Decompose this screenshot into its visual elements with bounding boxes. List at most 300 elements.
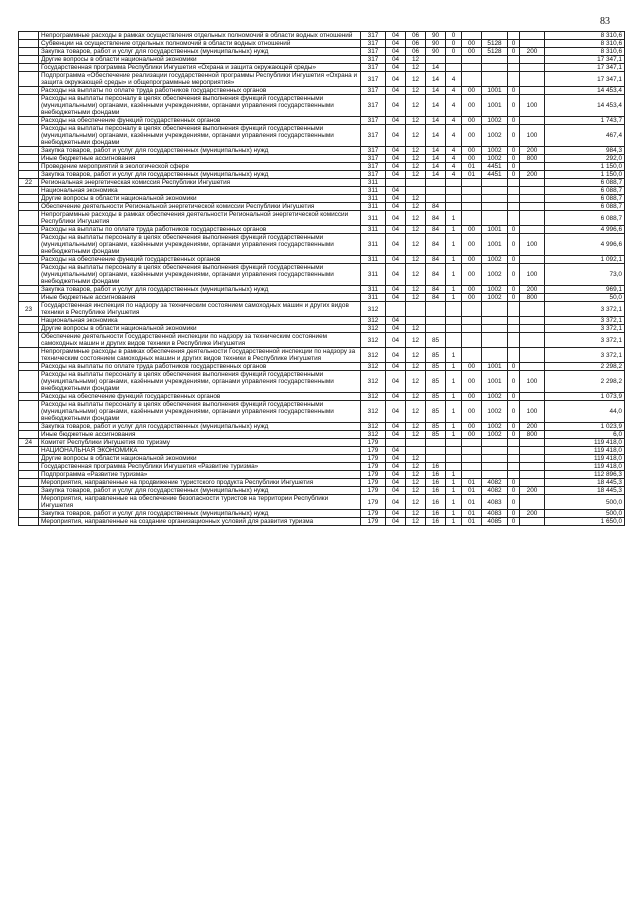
amount-cell: 119 418,0: [545, 463, 625, 471]
subsection-code-cell: 12: [406, 479, 426, 487]
direction-code-cell: [482, 463, 508, 471]
program-code-cell: 16: [426, 463, 446, 471]
amount-cell: 6 088,7: [545, 195, 625, 203]
detail-code-cell: [508, 56, 520, 64]
expense-type-cell: [520, 117, 545, 125]
expense-type-cell: [520, 226, 545, 234]
subsection-code-cell: 12: [406, 163, 426, 171]
event-code-cell: [462, 203, 482, 211]
program-code-cell: 84: [426, 286, 446, 294]
detail-code-cell: 0: [508, 423, 520, 431]
direction-code-cell: 1002: [482, 286, 508, 294]
subprogram-code-cell: [446, 317, 462, 325]
row-number-cell: [19, 479, 39, 487]
ministry-code-cell: 312: [361, 423, 386, 431]
expense-type-cell: [520, 518, 545, 526]
program-code-cell: 14: [426, 72, 446, 87]
row-name-cell: Закупка товаров, работ и услуг для государственных (муниципальных) нужд: [39, 48, 361, 56]
table-row: [19, 495, 625, 510]
direction-code-cell: 1001: [482, 371, 508, 393]
direction-code-cell: 1001: [482, 226, 508, 234]
program-code-cell: 85: [426, 423, 446, 431]
ministry-code-cell: 311: [361, 234, 386, 256]
amount-cell: 119 418,0: [545, 455, 625, 463]
row-number-cell: 24: [19, 439, 39, 447]
expense-type-cell: [520, 463, 545, 471]
subsection-code-cell: 12: [406, 401, 426, 423]
direction-code-cell: 1002: [482, 393, 508, 401]
direction-code-cell: 1002: [482, 264, 508, 286]
event-code-cell: [462, 72, 482, 87]
section-code-cell: 04: [386, 234, 406, 256]
subprogram-code-cell: 1: [446, 256, 462, 264]
amount-cell: 17 347,1: [545, 72, 625, 87]
expense-type-cell: [520, 333, 545, 348]
section-code-cell: 04: [386, 264, 406, 286]
event-code-cell: [462, 325, 482, 333]
subsection-code-cell: 12: [406, 510, 426, 518]
page-number: 83: [600, 16, 610, 27]
ministry-code-cell: 179: [361, 471, 386, 479]
subsection-code-cell: [406, 302, 426, 317]
expense-type-cell: 200: [520, 171, 545, 179]
detail-code-cell: [508, 72, 520, 87]
section-code-cell: 04: [386, 463, 406, 471]
section-code-cell: 04: [386, 40, 406, 48]
row-name-cell: Другие вопросы в области национальной экономики: [39, 455, 361, 463]
subprogram-code-cell: 1: [446, 487, 462, 495]
program-code-cell: [426, 195, 446, 203]
table-row: [19, 56, 625, 64]
expense-type-cell: [520, 447, 545, 455]
event-code-cell: 01: [462, 518, 482, 526]
section-code-cell: 04: [386, 195, 406, 203]
expense-type-cell: [520, 187, 545, 195]
direction-code-cell: 1002: [482, 294, 508, 302]
table-row: [19, 95, 625, 117]
section-code-cell: 04: [386, 447, 406, 455]
ministry-code-cell: 179: [361, 495, 386, 510]
detail-code-cell: 0: [508, 286, 520, 294]
program-code-cell: 84: [426, 211, 446, 226]
direction-code-cell: [482, 348, 508, 363]
expense-type-cell: [520, 393, 545, 401]
subprogram-code-cell: 1: [446, 294, 462, 302]
row-number-cell: [19, 286, 39, 294]
table-row: [19, 393, 625, 401]
program-code-cell: 14: [426, 95, 446, 117]
direction-code-cell: 1002: [482, 155, 508, 163]
subsection-code-cell: 12: [406, 431, 426, 439]
table-row: [19, 463, 625, 471]
row-name-cell: Национальная экономика: [39, 317, 361, 325]
subsection-code-cell: 12: [406, 56, 426, 64]
row-name-cell: Мероприятия, направленные на продвижение туристского продукта Республики Ингушетия: [39, 479, 361, 487]
program-code-cell: [426, 317, 446, 325]
amount-cell: 1 073,9: [545, 393, 625, 401]
subprogram-code-cell: [446, 56, 462, 64]
table-row: [19, 171, 625, 179]
ministry-code-cell: 312: [361, 348, 386, 363]
budget-table: [18, 31, 625, 526]
ministry-code-cell: 179: [361, 455, 386, 463]
section-code-cell: [386, 302, 406, 317]
direction-code-cell: 4083: [482, 495, 508, 510]
row-number-cell: [19, 447, 39, 455]
ministry-code-cell: 311: [361, 264, 386, 286]
program-code-cell: 84: [426, 226, 446, 234]
row-name-cell: Расходы на обеспечение функций государственных органов: [39, 393, 361, 401]
subprogram-code-cell: 0: [446, 40, 462, 48]
table-row: [19, 518, 625, 526]
subprogram-code-cell: 0: [446, 32, 462, 40]
amount-cell: 112 896,3: [545, 471, 625, 479]
row-name-cell: Субвенции на осуществление отдельных полномочий в области водных отношений: [39, 40, 361, 48]
subsection-code-cell: 12: [406, 286, 426, 294]
program-code-cell: 90: [426, 48, 446, 56]
subsection-code-cell: 06: [406, 48, 426, 56]
row-number-cell: [19, 393, 39, 401]
expense-type-cell: [520, 72, 545, 87]
section-code-cell: 04: [386, 203, 406, 211]
ministry-code-cell: 311: [361, 187, 386, 195]
direction-code-cell: 5128: [482, 40, 508, 48]
table-row: [19, 439, 625, 447]
detail-code-cell: [508, 471, 520, 479]
amount-cell: 8 310,6: [545, 32, 625, 40]
table-row: [19, 302, 625, 317]
direction-code-cell: 1001: [482, 87, 508, 95]
table-row: [19, 195, 625, 203]
amount-cell: 3 372,1: [545, 325, 625, 333]
subsection-code-cell: 12: [406, 226, 426, 234]
ministry-code-cell: 311: [361, 286, 386, 294]
amount-cell: 3 372,1: [545, 333, 625, 348]
direction-code-cell: [482, 179, 508, 187]
ministry-code-cell: 317: [361, 155, 386, 163]
subsection-code-cell: 12: [406, 455, 426, 463]
direction-code-cell: [482, 317, 508, 325]
direction-code-cell: [482, 64, 508, 72]
detail-code-cell: [508, 302, 520, 317]
subprogram-code-cell: 1: [446, 264, 462, 286]
ministry-code-cell: 311: [361, 211, 386, 226]
subsection-code-cell: 12: [406, 64, 426, 72]
subsection-code-cell: 12: [406, 72, 426, 87]
amount-cell: 18 445,3: [545, 487, 625, 495]
detail-code-cell: 0: [508, 264, 520, 286]
subsection-code-cell: 12: [406, 363, 426, 371]
row-number-cell: [19, 431, 39, 439]
detail-code-cell: 0: [508, 163, 520, 171]
row-number-cell: [19, 163, 39, 171]
detail-code-cell: [508, 211, 520, 226]
event-code-cell: 00: [462, 147, 482, 155]
subprogram-code-cell: 0: [446, 48, 462, 56]
table-row: [19, 479, 625, 487]
row-number-cell: 23: [19, 302, 39, 317]
program-code-cell: 14: [426, 155, 446, 163]
amount-cell: 1 023,9: [545, 423, 625, 431]
subprogram-code-cell: 1: [446, 226, 462, 234]
table-row: [19, 147, 625, 155]
detail-code-cell: [508, 447, 520, 455]
direction-code-cell: 1001: [482, 363, 508, 371]
table-row: [19, 203, 625, 211]
subprogram-code-cell: [446, 179, 462, 187]
ministry-code-cell: 311: [361, 195, 386, 203]
subsection-code-cell: 12: [406, 325, 426, 333]
row-number-cell: [19, 325, 39, 333]
amount-cell: 8 310,6: [545, 40, 625, 48]
subprogram-code-cell: [446, 447, 462, 455]
row-name-cell: Региональная энергетическая комиссия Республики Ингушетия: [39, 179, 361, 187]
table-row: [19, 211, 625, 226]
expense-type-cell: [520, 203, 545, 211]
section-code-cell: [386, 439, 406, 447]
subprogram-code-cell: [446, 333, 462, 348]
program-code-cell: 16: [426, 487, 446, 495]
expense-type-cell: [520, 317, 545, 325]
subprogram-code-cell: [446, 325, 462, 333]
row-name-cell: Государственная инспекция по надзору за техническим состоянием самоходных машин и других видов техники в Республике Ингушетия: [39, 302, 361, 317]
amount-cell: 17 347,1: [545, 64, 625, 72]
event-code-cell: 00: [462, 95, 482, 117]
subsection-code-cell: [406, 439, 426, 447]
section-code-cell: 04: [386, 325, 406, 333]
detail-code-cell: 0: [508, 510, 520, 518]
subprogram-code-cell: 4: [446, 87, 462, 95]
subprogram-code-cell: 1: [446, 495, 462, 510]
expense-type-cell: [520, 302, 545, 317]
direction-code-cell: 1002: [482, 431, 508, 439]
amount-cell: 6 088,7: [545, 203, 625, 211]
direction-code-cell: 1002: [482, 117, 508, 125]
program-code-cell: [426, 447, 446, 455]
ministry-code-cell: 179: [361, 479, 386, 487]
event-code-cell: [462, 463, 482, 471]
detail-code-cell: [508, 439, 520, 447]
expense-type-cell: [520, 56, 545, 64]
amount-cell: 44,0: [545, 401, 625, 423]
table-row: [19, 348, 625, 363]
row-name-cell: Подпрограмма «Обеспечение реализации государственной программы Республики Ингушетия «Охрана и защита окружающей среды» и общепрограммные мероприятия»: [39, 72, 361, 87]
expense-type-cell: 100: [520, 125, 545, 147]
event-code-cell: 00: [462, 226, 482, 234]
event-code-cell: [462, 439, 482, 447]
expense-type-cell: 200: [520, 48, 545, 56]
table-row: [19, 371, 625, 393]
row-number-cell: [19, 87, 39, 95]
section-code-cell: 04: [386, 48, 406, 56]
direction-code-cell: [482, 203, 508, 211]
row-name-cell: Национальная экономика: [39, 187, 361, 195]
ministry-code-cell: 317: [361, 163, 386, 171]
ministry-code-cell: 317: [361, 40, 386, 48]
ministry-code-cell: 317: [361, 32, 386, 40]
row-name-cell: Другие вопросы в области национальной экономики: [39, 56, 361, 64]
budget-table-body: [19, 32, 625, 526]
section-code-cell: 04: [386, 95, 406, 117]
ministry-code-cell: 312: [361, 431, 386, 439]
amount-cell: 6,0: [545, 431, 625, 439]
subprogram-code-cell: 1: [446, 363, 462, 371]
section-code-cell: 04: [386, 171, 406, 179]
expense-type-cell: [520, 40, 545, 48]
row-number-cell: [19, 495, 39, 510]
section-code-cell: 04: [386, 317, 406, 325]
table-row: [19, 125, 625, 147]
row-number-cell: [19, 463, 39, 471]
amount-cell: 984,3: [545, 147, 625, 155]
subprogram-code-cell: [446, 463, 462, 471]
section-code-cell: 04: [386, 64, 406, 72]
program-code-cell: 84: [426, 294, 446, 302]
ministry-code-cell: 317: [361, 56, 386, 64]
detail-code-cell: [508, 348, 520, 363]
detail-code-cell: [508, 333, 520, 348]
row-number-cell: [19, 64, 39, 72]
subprogram-code-cell: [446, 302, 462, 317]
detail-code-cell: 0: [508, 117, 520, 125]
event-code-cell: 01: [462, 487, 482, 495]
event-code-cell: 00: [462, 401, 482, 423]
ministry-code-cell: 311: [361, 203, 386, 211]
expense-type-cell: 800: [520, 431, 545, 439]
amount-cell: 17 347,1: [545, 56, 625, 64]
table-row: [19, 423, 625, 431]
event-code-cell: 00: [462, 40, 482, 48]
direction-code-cell: 1002: [482, 423, 508, 431]
amount-cell: 1 150,0: [545, 163, 625, 171]
expense-type-cell: 100: [520, 234, 545, 256]
row-number-cell: [19, 264, 39, 286]
table-row: [19, 455, 625, 463]
event-code-cell: [462, 471, 482, 479]
subsection-code-cell: 12: [406, 487, 426, 495]
expense-type-cell: [520, 479, 545, 487]
program-code-cell: 14: [426, 117, 446, 125]
table-row: [19, 401, 625, 423]
table-row: [19, 87, 625, 95]
direction-code-cell: 1002: [482, 147, 508, 155]
program-code-cell: 14: [426, 125, 446, 147]
program-code-cell: 90: [426, 40, 446, 48]
subsection-code-cell: 12: [406, 203, 426, 211]
program-code-cell: 14: [426, 147, 446, 155]
section-code-cell: 04: [386, 348, 406, 363]
expense-type-cell: [520, 211, 545, 226]
subsection-code-cell: 12: [406, 495, 426, 510]
row-name-cell: Расходы на выплаты персоналу в целях обеспечения выполнения функций государственными (муниципальными) органами, казёнными учреждениями, органами управления государственными внебюджетными фондами: [39, 234, 361, 256]
table-row: [19, 325, 625, 333]
row-name-cell: Закупка товаров, работ и услуг для государственных (муниципальных) нужд: [39, 487, 361, 495]
event-code-cell: 01: [462, 171, 482, 179]
row-name-cell: Государственная программа Республики Ингушетия «Развитие туризма»: [39, 463, 361, 471]
table-row: [19, 286, 625, 294]
row-number-cell: [19, 187, 39, 195]
event-code-cell: 00: [462, 117, 482, 125]
event-code-cell: 00: [462, 48, 482, 56]
table-row: [19, 333, 625, 348]
row-number-cell: [19, 518, 39, 526]
ministry-code-cell: 317: [361, 147, 386, 155]
expense-type-cell: [520, 363, 545, 371]
row-name-cell: Мероприятия, направленные на создание организационных условий для развития туризма: [39, 518, 361, 526]
row-name-cell: Расходы на выплаты по оплате труда работников государственных органов: [39, 226, 361, 234]
direction-code-cell: 4082: [482, 479, 508, 487]
row-number-cell: [19, 510, 39, 518]
table-row: [19, 40, 625, 48]
amount-cell: 467,4: [545, 125, 625, 147]
program-code-cell: 16: [426, 495, 446, 510]
detail-code-cell: 0: [508, 226, 520, 234]
detail-code-cell: 0: [508, 393, 520, 401]
direction-code-cell: [482, 333, 508, 348]
program-code-cell: 14: [426, 87, 446, 95]
section-code-cell: 04: [386, 117, 406, 125]
table-row: [19, 163, 625, 171]
direction-code-cell: 4451: [482, 163, 508, 171]
detail-code-cell: 0: [508, 95, 520, 117]
subsection-code-cell: [406, 179, 426, 187]
event-code-cell: [462, 447, 482, 455]
subprogram-code-cell: 1: [446, 286, 462, 294]
event-code-cell: 00: [462, 286, 482, 294]
direction-code-cell: [482, 455, 508, 463]
subprogram-code-cell: [446, 187, 462, 195]
subsection-code-cell: 12: [406, 117, 426, 125]
subsection-code-cell: [406, 317, 426, 325]
detail-code-cell: 0: [508, 294, 520, 302]
expense-type-cell: [520, 256, 545, 264]
expense-type-cell: 200: [520, 147, 545, 155]
section-code-cell: 04: [386, 333, 406, 348]
direction-code-cell: [482, 187, 508, 195]
ministry-code-cell: 317: [361, 125, 386, 147]
event-code-cell: 00: [462, 371, 482, 393]
detail-code-cell: 0: [508, 87, 520, 95]
direction-code-cell: 5128: [482, 48, 508, 56]
event-code-cell: 00: [462, 294, 482, 302]
direction-code-cell: [482, 56, 508, 64]
ministry-code-cell: 312: [361, 393, 386, 401]
direction-code-cell: 1002: [482, 256, 508, 264]
row-number-cell: [19, 95, 39, 117]
row-number-cell: [19, 234, 39, 256]
detail-code-cell: [508, 32, 520, 40]
detail-code-cell: 0: [508, 125, 520, 147]
row-name-cell: Непрограммные расходы в рамках осуществления отдельных полномочий в области водных отношений: [39, 32, 361, 40]
table-row: [19, 72, 625, 87]
direction-code-cell: [482, 32, 508, 40]
section-code-cell: 04: [386, 471, 406, 479]
ministry-code-cell: 312: [361, 401, 386, 423]
section-code-cell: 04: [386, 155, 406, 163]
subsection-code-cell: 12: [406, 463, 426, 471]
event-code-cell: [462, 56, 482, 64]
detail-code-cell: 0: [508, 479, 520, 487]
row-number-cell: [19, 125, 39, 147]
program-code-cell: 85: [426, 393, 446, 401]
row-number-cell: [19, 211, 39, 226]
row-number-cell: [19, 195, 39, 203]
event-code-cell: 00: [462, 423, 482, 431]
event-code-cell: 00: [462, 256, 482, 264]
section-code-cell: 04: [386, 455, 406, 463]
event-code-cell: 00: [462, 393, 482, 401]
subprogram-code-cell: 1: [446, 431, 462, 439]
